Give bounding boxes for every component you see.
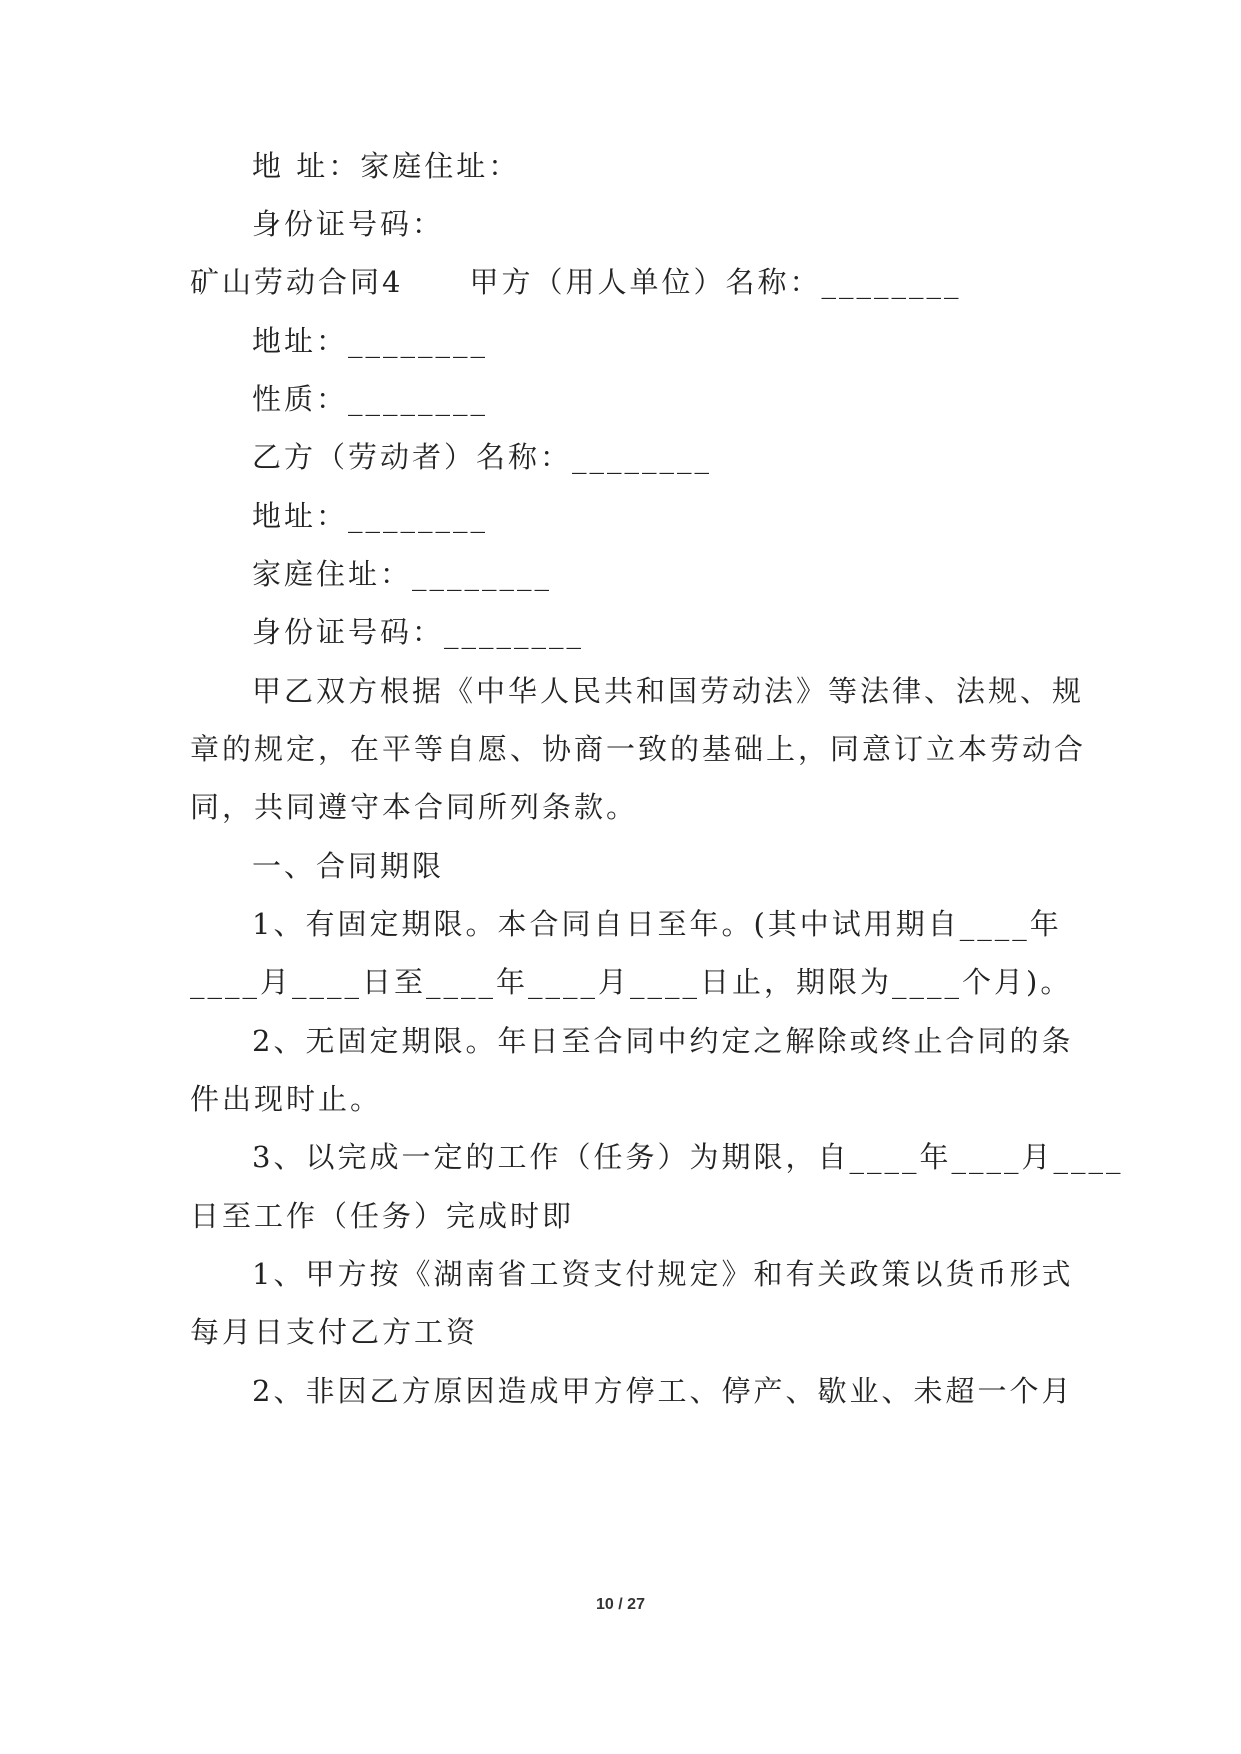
paragraph-line: 章的规定，在平等自愿、协商一致的基础上，同意订立本劳动合 xyxy=(190,732,1087,766)
section-title: 矿山劳动合同4 xyxy=(190,265,404,299)
paragraph-line: 1、有固定期限。本合同自日至年。(其中试用期自____年 xyxy=(252,907,1062,941)
page-number: 10 / 27 xyxy=(596,1596,645,1613)
paragraph-line: 件出现时止。 xyxy=(190,1082,383,1116)
paragraph-line: 同，共同遵守本合同所列条款。 xyxy=(190,790,639,824)
paragraph-line: 甲乙双方根据《中华人民共和国劳动法》等法律、法规、规 xyxy=(252,674,1085,708)
paragraph-line: 1、甲方按《湖南省工资支付规定》和有关政策以货币形式 xyxy=(252,1257,1074,1291)
party-b-name-line: 乙方（劳动者）名称：________ xyxy=(252,440,713,474)
party-a-name-line: 甲方（用人单位）名称：________ xyxy=(469,265,962,299)
party-b-home-address-line: 家庭住址：________ xyxy=(252,557,553,591)
party-b-id-number-line: 身份证号码：________ xyxy=(252,615,585,649)
heading-contract-term: 一、合同期限 xyxy=(252,849,445,883)
party-a-address-line: 地址：________ xyxy=(252,324,489,358)
party-b-address-line: 地址：________ xyxy=(252,499,489,533)
paragraph-line: 每月日支付乙方工资 xyxy=(190,1315,479,1349)
paragraph-line: 2、无固定期限。年日至合同中约定之解除或终止合同的条 xyxy=(252,1024,1074,1058)
address-line: 地 址：家庭住址： xyxy=(252,149,521,183)
id-number-line: 身份证号码： xyxy=(252,207,445,241)
paragraph-line: 3、以完成一定的工作（任务）为期限，自____年____月____ xyxy=(252,1140,1124,1174)
paragraph-line: 日至工作（任务）完成时即 xyxy=(190,1199,575,1233)
paragraph-line: ____月____日至____年____月____日止，期限为____个月)。 xyxy=(190,965,1073,999)
party-a-nature-line: 性质：________ xyxy=(252,382,489,416)
paragraph-line: 2、非因乙方原因造成甲方停工、停产、歇业、未超一个月 xyxy=(252,1374,1074,1408)
section-title-line xyxy=(190,262,1050,302)
